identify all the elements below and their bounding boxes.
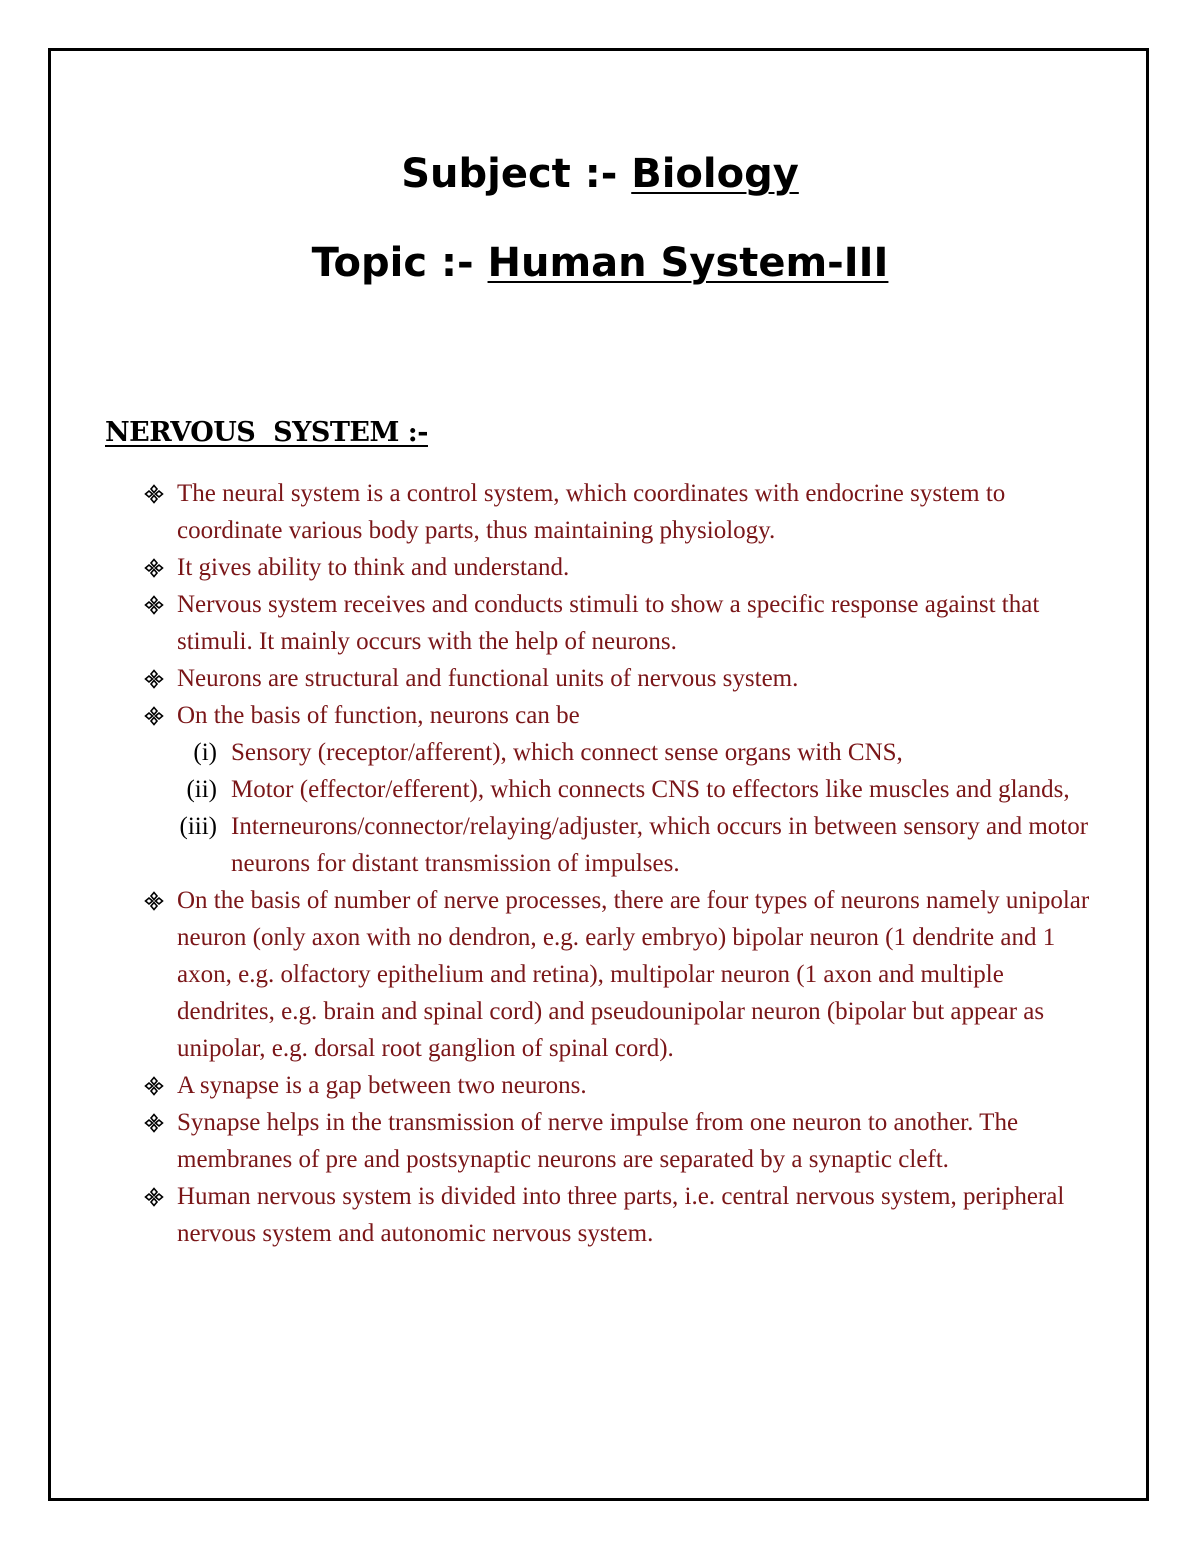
- list-item: [142, 1178, 1102, 1252]
- list-item-text: Neurons are structural and functional units of nervous system.: [177, 665, 799, 692]
- list-item: [142, 1067, 1102, 1104]
- sub-list-marker: (ii): [186, 776, 217, 803]
- four-diamond-bullet-icon: [143, 1178, 165, 1215]
- sub-list-text: Sensory (receptor/afferent), which connect sense organs with CNS,: [231, 739, 903, 766]
- list-item-text: Synapse helps in the transmission of nerve impulse from one neuron to another. The membranes of pre and postsynaptic neurons are separated by a synaptic cleft.: [177, 1109, 1019, 1173]
- subject-value: Biology: [631, 151, 799, 197]
- four-diamond-bullet-icon: [143, 475, 165, 512]
- sub-list-item: [177, 771, 1102, 808]
- list-item: [142, 1104, 1102, 1178]
- list-item: [142, 882, 1102, 1067]
- subject-title: [48, 151, 1152, 197]
- list-item-text: On the basis of function, neurons can be: [177, 702, 580, 729]
- list-item: [142, 549, 1102, 586]
- four-diamond-bullet-icon: [143, 586, 165, 623]
- four-diamond-bullet-icon: [143, 1104, 165, 1141]
- four-diamond-bullet-icon: [143, 549, 165, 586]
- list-item: [142, 475, 1102, 549]
- sub-list: [177, 734, 1102, 882]
- list-item-text: A synapse is a gap between two neurons.: [177, 1072, 587, 1099]
- four-diamond-bullet-icon: [143, 882, 165, 919]
- topic-label: Topic :-: [311, 240, 488, 286]
- four-diamond-bullet-icon: [143, 1067, 165, 1104]
- sub-list-item: [177, 808, 1102, 882]
- four-diamond-bullet-icon: [143, 697, 165, 734]
- list-item-text: It gives ability to think and understand.: [177, 554, 570, 581]
- sub-list-marker: (i): [193, 739, 217, 766]
- list-item: [142, 697, 1102, 734]
- bullet-list: [142, 475, 1102, 1252]
- topic-value: Human System-III: [487, 240, 889, 286]
- list-item: [142, 586, 1102, 660]
- list-item: [142, 660, 1102, 697]
- topic-title: [48, 240, 1152, 286]
- section-heading: NERVOUS SYSTEM :-: [105, 417, 428, 448]
- sub-list-marker: (iii): [179, 813, 217, 840]
- sub-list-item: [177, 734, 1102, 771]
- list-item-text: The neural system is a control system, which coordinates with endocrine system to coordinate various body parts, thus maintaining physiology.: [177, 480, 1006, 544]
- sub-list-text: Motor (effector/efferent), which connects CNS to effectors like muscles and glands,: [231, 776, 1070, 803]
- subject-label: Subject :-: [401, 151, 632, 197]
- list-item-text: On the basis of number of nerve processes, there are four types of neurons namely unipolar neuron (only axon with no dendron, e.g. early embryo) bipolar neuron (1 dendrite and 1 axon, e.g. olfactory epithelium and retina), multipolar neuron (1 axon and multiple dendrites, e.g. brain and spinal cord) and pseudounipolar neuron (bipolar but appear as unipolar, e.g. dorsal root ganglion of spinal cord).: [177, 887, 1090, 1062]
- four-diamond-bullet-icon: [143, 660, 165, 697]
- sub-list-text: Interneurons/connector/relaying/adjuster, which occurs in between sensory and motor neurons for distant transmission of impulses.: [231, 813, 1089, 877]
- list-item-text: Nervous system receives and conducts stimuli to show a specific response against that stimuli. It mainly occurs with the help of neurons.: [177, 591, 1040, 655]
- list-item-text: Human nervous system is divided into three parts, i.e. central nervous system, peripheral nervous system and autonomic nervous system.: [177, 1183, 1065, 1247]
